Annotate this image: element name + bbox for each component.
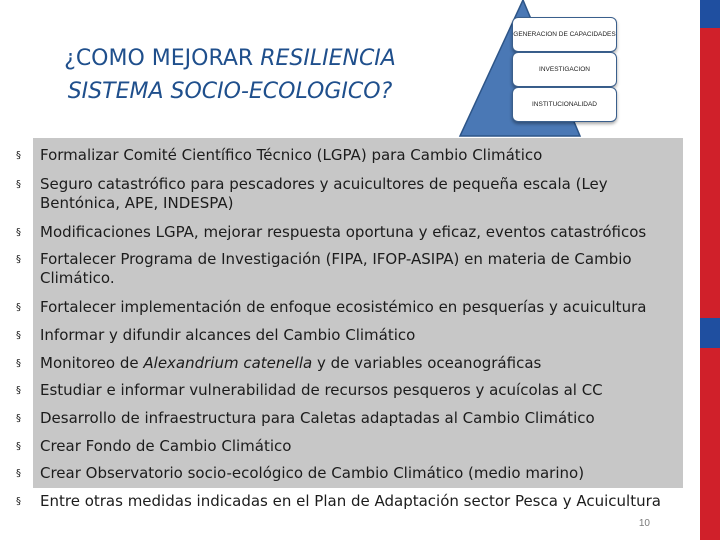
bullet-icon: § [16,441,21,452]
title-part-normal: ¿COMO MEJORAR [64,46,261,71]
pyramid-label-investigacion: INVESTIGACION [539,65,590,73]
pyramid-label-institucionalidad: INSTITUCIONALIDAD [531,100,597,108]
bullet-icon: § [16,150,21,161]
list-item-text: Entre otras medidas indicadas en el Plan de Adaptación sector Pesca y Acuicultura [40,492,661,510]
slide-title [30,42,430,108]
list-item-text: Crear Fondo de Cambio Climático [40,437,292,455]
pyramid-label-capacidades: GENERACION DE CAPACIDADES [513,30,616,38]
list-item-text: Fortalecer Programa de Investigación (FIPA, IFOP-ASIPA) en materia de Cambio Climático. [40,250,632,287]
list-item-text: Estudiar e informar vulnerabilidad de recursos pesqueros y acuícolas al CC [40,381,603,399]
title-line-2 [30,75,430,108]
bullet-icon: § [16,330,21,341]
list-item-text: Formalizar Comité Científico Técnico (LGPA) para Cambio Climático [40,146,543,164]
pyramid-box-institucionalidad [512,87,617,122]
list-item-text-part: Monitoreo de [40,354,144,372]
page-number: 10 [638,518,650,529]
bullet-icon: § [16,413,21,424]
title-part-italic: RESILIENCIA [260,46,396,71]
pyramid-box-capacidades [512,17,617,52]
bullet-icon: § [16,468,21,479]
list-item-text: Informar y difundir alcances del Cambio Climático [40,326,416,344]
pyramid-box-investigacion [512,52,617,87]
list-item-text: Crear Observatorio socio-ecológico de Cambio Climático (medio marino) [40,464,585,482]
bullet-icon: § [16,254,21,265]
species-name: Alexandrium catenella [143,354,313,372]
list-item-text: Desarrollo de infraestructura para Caletas adaptadas al Cambio Climático [40,409,595,427]
chile-flag-stripe [700,0,720,540]
bullet-icon: § [16,227,21,238]
bullet-icon: § [16,179,21,190]
title-line-2-text: SISTEMA SOCIO-ECOLOGICO? [67,79,393,104]
bullet-icon: § [16,358,21,369]
title-line-1 [30,42,430,75]
bullet-icon: § [16,496,21,507]
list-item-text [40,354,675,373]
list-item-text-part: y de variables oceanográficas [312,354,542,372]
list-item-text: Modificaciones LGPA, mejorar respuesta oportuna y eficaz, eventos catastróficos [40,223,647,241]
flag-red-segment-2 [700,348,720,540]
list-item-text: Seguro catastrófico para pescadores y acuicultores de pequeña escala (Ley Bentónica, APE, INDESPA) [40,175,608,212]
flag-blue-segment-2 [700,318,720,348]
bullet-icon: § [16,302,21,313]
flag-blue-segment [700,0,720,28]
list-item-text: Fortalecer implementación de enfoque ecosistémico en pesquerías y acuicultura [40,298,647,316]
flag-red-segment [700,28,720,318]
bullet-icon: § [16,385,21,396]
